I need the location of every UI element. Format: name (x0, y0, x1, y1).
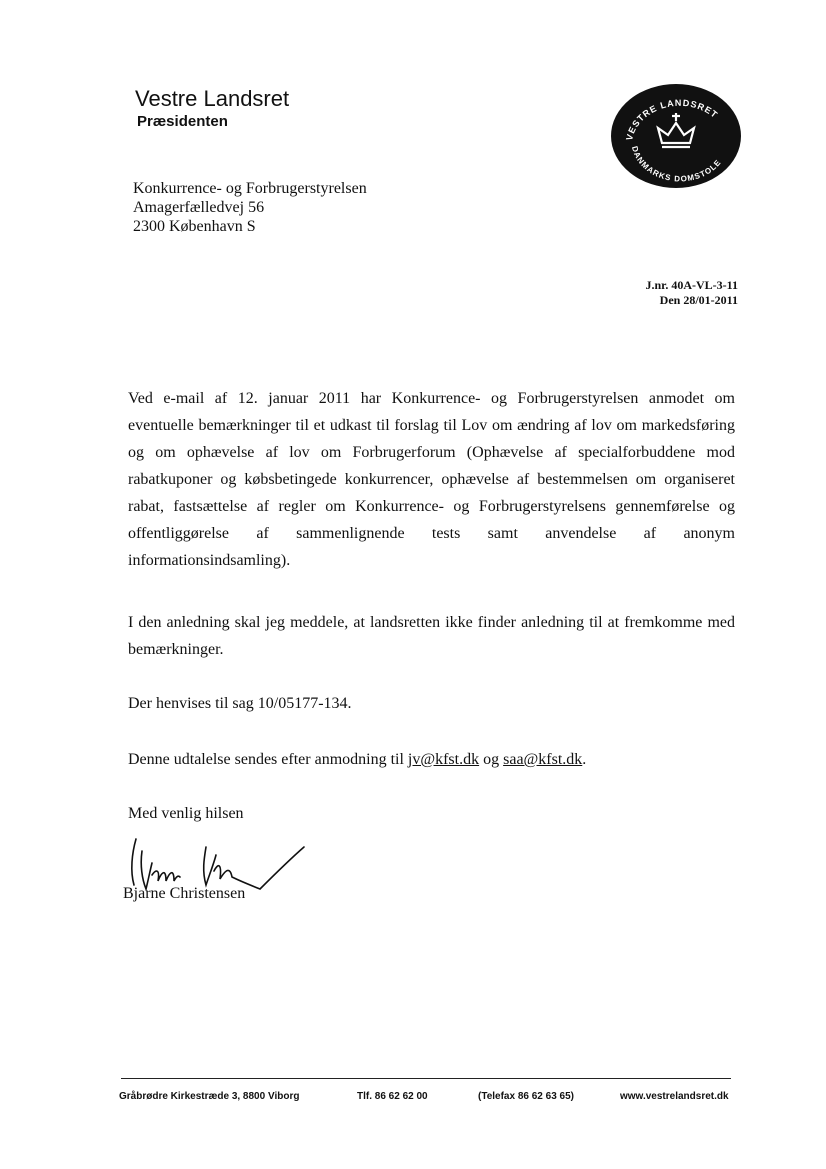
paragraph-line: Ved e-mail af 12. januar 2011 har Konkurrence- og Forbrugerstyrelsen anmodet om (128, 390, 735, 407)
recipient-name: Konkurrence- og Forbrugerstyrelsen (133, 180, 367, 197)
journal-number: J.nr. 40A-VL-3-11 (645, 278, 738, 292)
email-link-jv[interactable]: jv@kfst.dk (407, 751, 480, 768)
paragraph-line: rabatkuponer og købsbetingede konkurrencer, ophævelse af bestemmelsen om organiseret (128, 471, 735, 488)
paragraph-response: I den anledning skal jeg meddele, at landsretten ikke finder anledning til at fremkomme med bemærkninger. (128, 614, 735, 658)
distribution-text: Denne udtalelse sendes efter anmodning til (128, 751, 408, 768)
paragraph-line: offentliggørelse af sammenlignende tests samt anvendelse af anonym (128, 525, 735, 542)
seal-top-text: VESTRE LANDSRET (624, 97, 720, 142)
recipient-address (133, 179, 367, 236)
footer-address: Gråbrødre Kirkestræde 3, 8800 Viborg (119, 1091, 300, 1102)
letter-date: Den 28/01-2011 (659, 293, 738, 307)
court-name: Vestre Landsret (135, 86, 290, 111)
recipient-street: Amagerfælledvej 56 (133, 199, 265, 216)
distribution-text-end: . (582, 751, 587, 768)
paragraph-line: informationsindsamling). (128, 552, 291, 569)
email-link-saa[interactable]: saa@kfst.dk (503, 751, 583, 768)
signer-name: Bjarne Christensen (123, 885, 246, 902)
paragraph-line: eventuelle bemærkninger til et udkast til forslag til Lov om ændring af lov om markedsføring (128, 417, 735, 434)
footer-fax: (Telefax 86 62 63 65) (478, 1091, 574, 1102)
paragraph-line: og om ophævelse af lov om Forbrugerforum (Ophævelse af specialforbuddene mod (128, 444, 735, 461)
footer-website[interactable]: www.vestrelandsret.dk (620, 1091, 729, 1102)
court-seal (610, 83, 742, 190)
paragraph-case-reference: Der henvises til sag 10/05177-134. (128, 695, 352, 712)
seal-bottom-text: DANMARKS DOMSTOLE (629, 145, 724, 184)
paragraph-request (128, 385, 735, 574)
distribution-text-mid: og (479, 751, 504, 768)
paragraph-line: rabat, fastsættelse af regler om Konkurrence- og Forbrugerstyrelsens gennemførelse og (128, 498, 735, 515)
closing-greeting: Med venlig hilsen (128, 805, 244, 822)
footer-divider (121, 1078, 731, 1079)
court-subtitle: Præsidenten (137, 113, 228, 130)
recipient-city: 2300 København S (133, 218, 256, 235)
footer-phone: Tlf. 86 62 62 00 (357, 1091, 428, 1102)
paragraph-distribution (128, 746, 735, 773)
reference-block (645, 278, 738, 308)
